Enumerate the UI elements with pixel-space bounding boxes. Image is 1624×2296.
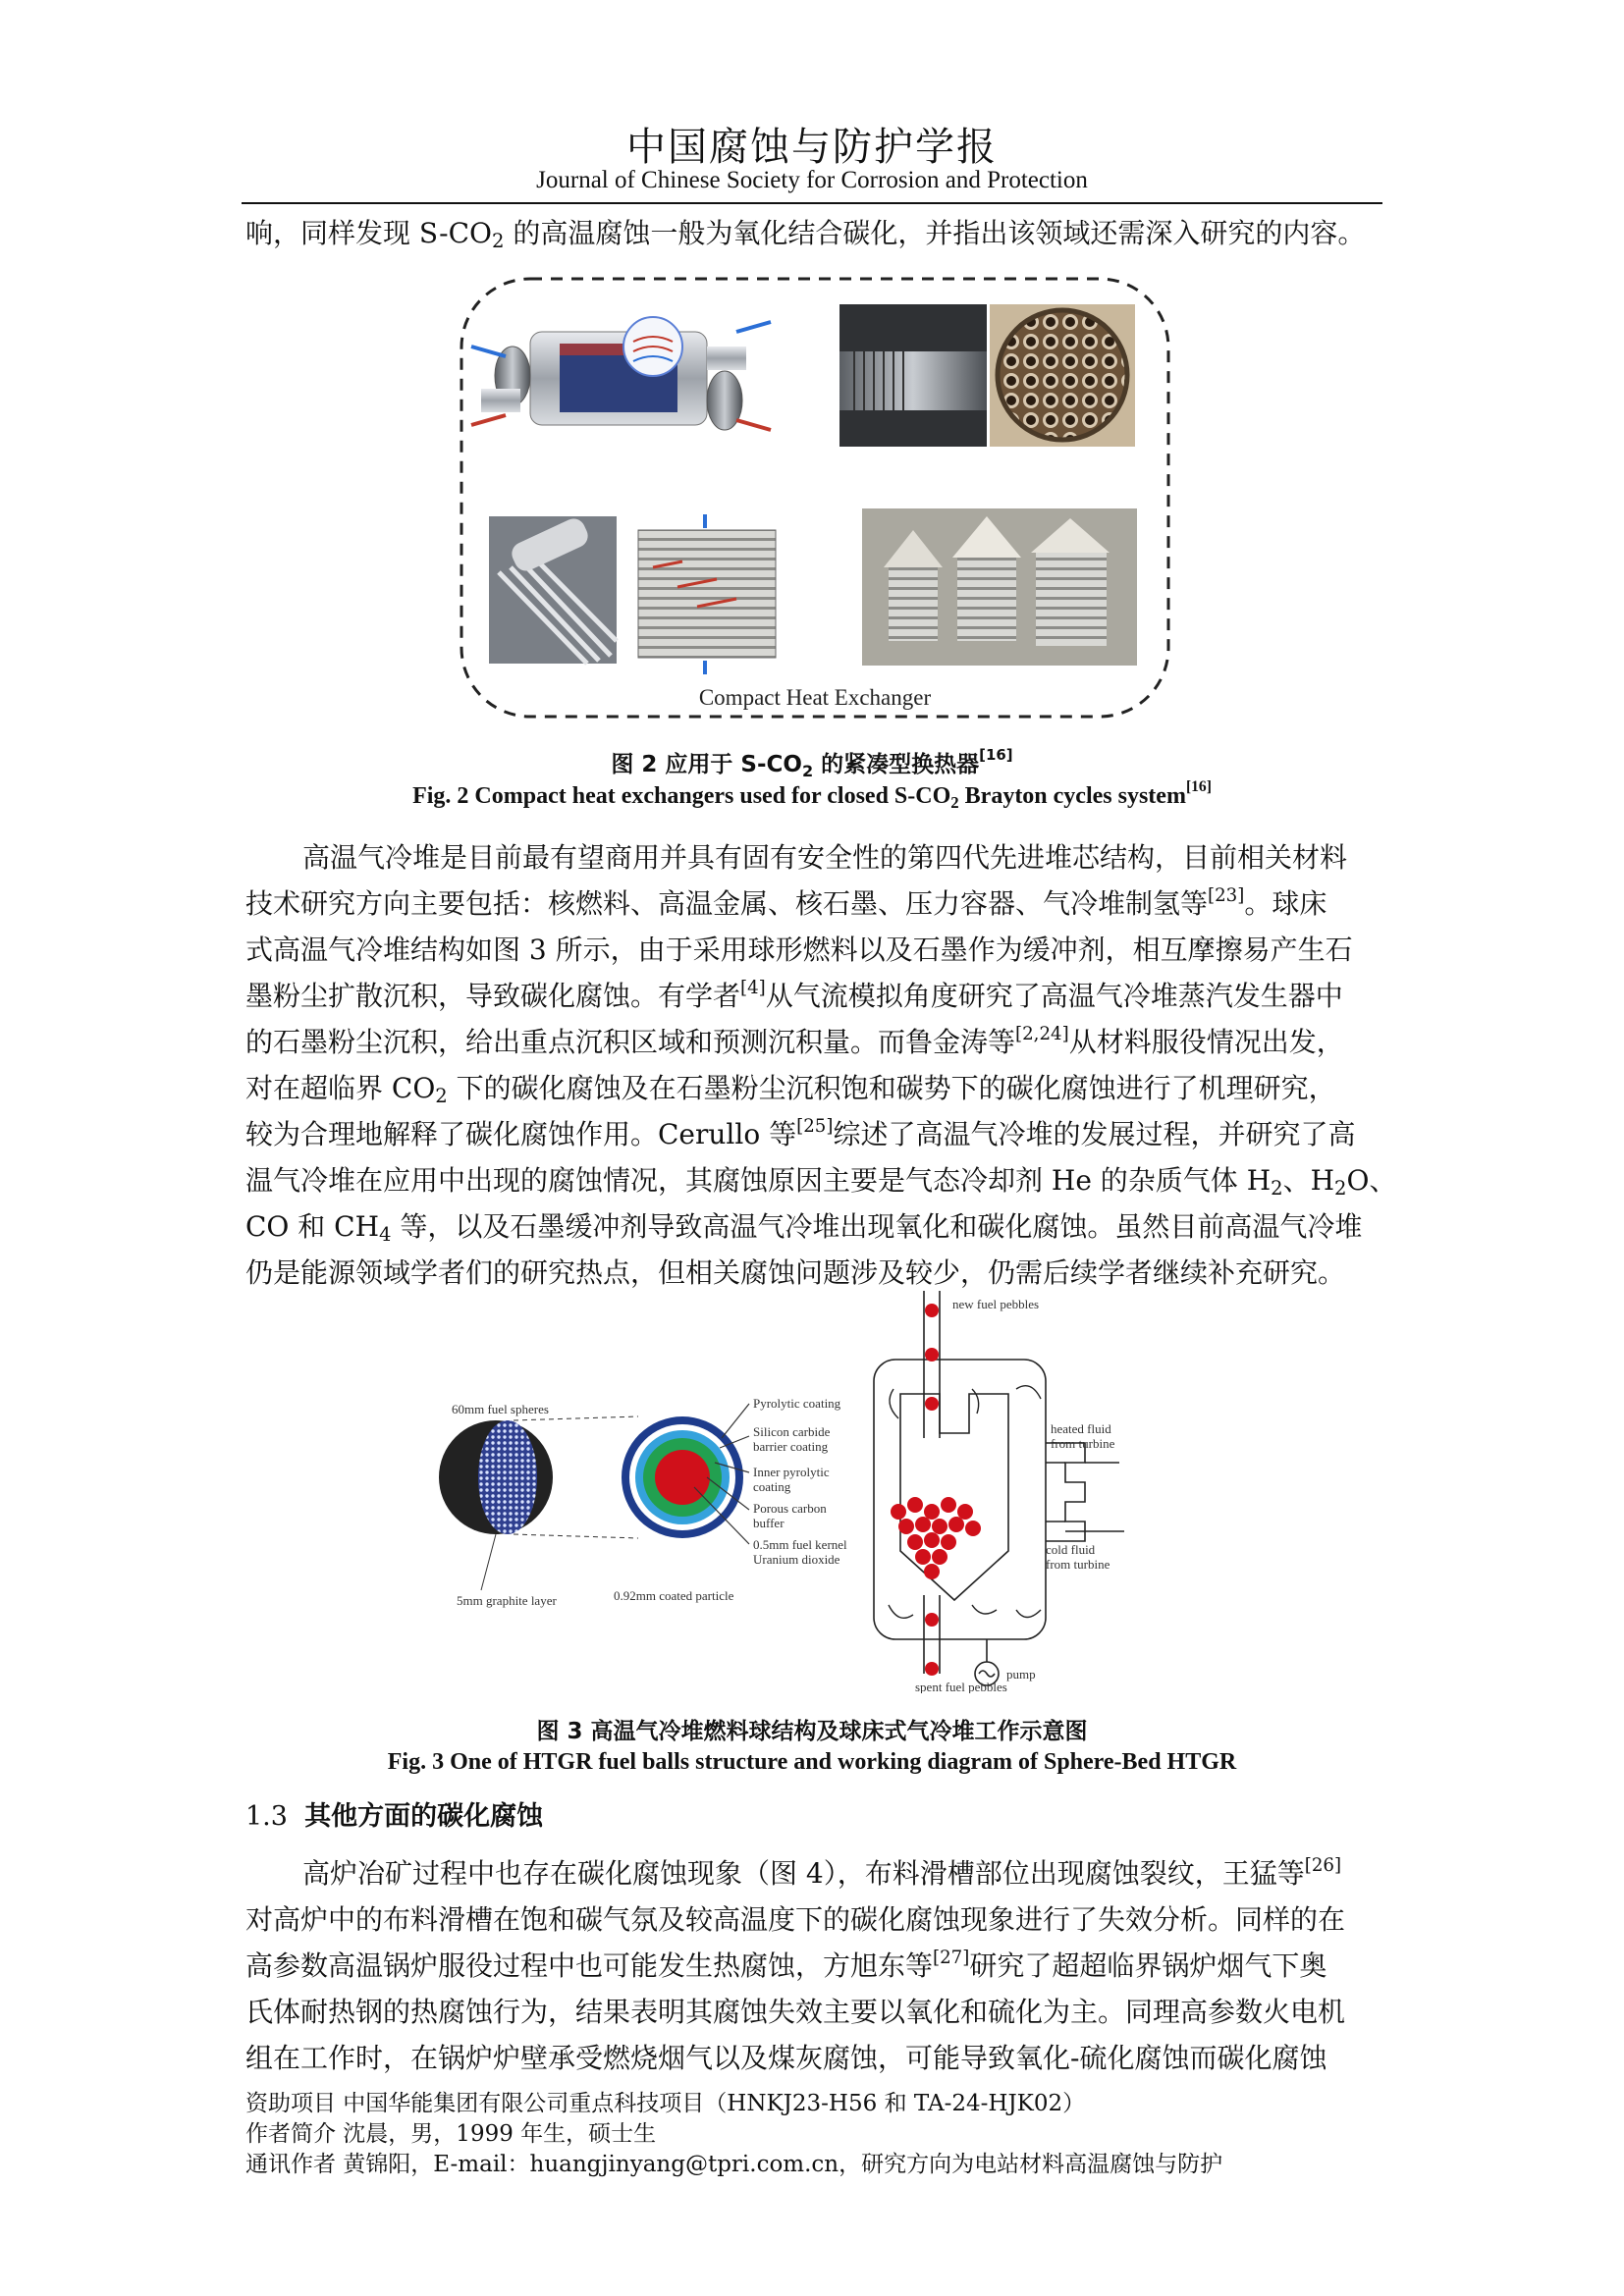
fuel-sphere-graphic	[439, 1420, 553, 1534]
text-line: 对高炉中的布料滑槽在饱和碳气氛及较高温度下的碳化腐蚀现象进行了失效分析。同样的在	[245, 1903, 1346, 1936]
label-inner-2: coating	[753, 1479, 791, 1494]
text-line: 高炉冶矿过程中也存在碳化腐蚀现象（图 4），布料滑槽部位出现腐蚀裂纹，王猛等[26]	[302, 1855, 1342, 1890]
footnote-author: 作者简介 沈晨，男，1999 年生，硕士生	[245, 2121, 657, 2147]
printed-exchangers-image	[862, 508, 1137, 666]
text-line: 响，同样发现 $S-CO_2$ 的高温腐蚀一般为氧化结合碳化，并指出该领域还需深入研究的内容。	[245, 217, 1366, 252]
footnotes	[245, 2089, 1384, 2180]
label-cold-1: cold fluid	[1046, 1542, 1096, 1557]
label-kernel-1: 0.5mm fuel kernel	[753, 1537, 847, 1552]
text-line: 组在工作时，在锅炉炉壁承受燃烧烟气以及煤灰腐蚀，可能导致氧化-硫化腐蚀而碳化腐蚀	[245, 2042, 1327, 2074]
figure-2	[452, 273, 1178, 724]
figure-2-caption-en: Fig. 2 Compact heat exchangers used for closed $S-CO_2$ Brayton cycles system[16]	[412, 778, 1212, 812]
intro-paragraph	[245, 210, 1384, 256]
header-rule	[242, 202, 1382, 204]
text-line: 高参数高温锅炉服役过程中也可能发生热腐蚀，方旭东等[27]研究了超超临界锅炉烟气下奥	[245, 1948, 1327, 1982]
paragraph-other-carburization	[245, 1850, 1384, 2081]
text-line: 温气冷堆在应用中出现的腐蚀情况，其腐蚀原因主要是气态冷却剂 He 的杂质气体 $H_2$、$H_2O$、	[245, 1164, 1397, 1200]
label-heated-2: from turbine	[1051, 1436, 1115, 1451]
label-heated-1: heated fluid	[1051, 1421, 1111, 1436]
journal-title-en: Journal of Chinese Society for Corrosion and Protection	[536, 167, 1088, 193]
section-title: 其他方面的碳化腐蚀	[304, 1801, 544, 1832]
label-pump: pump	[1006, 1667, 1036, 1682]
label-kernel-2: Uranium dioxide	[753, 1552, 840, 1567]
text-line: 氏体耐热钢的热腐蚀行为，结果表明其腐蚀失效主要以氧化和硫化为主。同理高参数火电机	[245, 1996, 1346, 2028]
figure-3	[437, 1281, 1124, 1693]
finned-tube-image	[839, 304, 987, 447]
paragraph-htgr	[245, 834, 1397, 1296]
label-sic-2: barrier coating	[753, 1439, 829, 1454]
text-line: 式高温气冷堆结构如图 3 所示，由于采用球形燃料以及石墨作为缓冲剂，相互摩擦易产生石	[245, 934, 1353, 966]
label-coated-particle: 0.92mm coated particle	[614, 1588, 734, 1603]
text-line: 高温气冷堆是目前最有望商用并具有固有安全性的第四代先进堆芯结构，目前相关材料	[302, 841, 1348, 874]
section-number: 1.3	[245, 1801, 288, 1832]
journal-title-cn: 中国腐蚀与防护学报	[626, 125, 998, 170]
figure-3-caption-en: Fig. 3 One of HTGR fuel balls structure and working diagram of Sphere-Bed HTGR	[387, 1749, 1237, 1775]
text-line: 的石墨粉尘沉积，给出重点沉积区域和预测沉积量。而鲁金涛等[2,24]从材料服役情况出发，	[245, 1024, 1344, 1058]
figure-2-graphic	[452, 273, 1178, 724]
figure-2-caption-cn: 图 2 应用于 $S-CO_2$ 的紧凑型换热器[16]	[611, 746, 1013, 780]
text-line: CO 和 $CH_4$ 等，以及石墨缓冲剂导致高温气冷堆出现氧化和碳化腐蚀。虽然目前高温气冷堆	[245, 1210, 1363, 1246]
label-sic-1: Silicon carbide	[753, 1424, 831, 1439]
figure-3-graphic	[437, 1281, 1124, 1693]
section-heading	[245, 1794, 543, 1833]
label-cold-2: from turbine	[1046, 1557, 1110, 1572]
plate-heat-exchanger-image	[471, 317, 771, 430]
label-spent-pebbles: spent fuel pebbles	[915, 1680, 1007, 1693]
reactor-diagram	[874, 1291, 1124, 1685]
figure-3-caption-cn: 图 3 高温气冷堆燃料球结构及球床式气冷堆工作示意图	[536, 1719, 1088, 1744]
footnote-corresponding: 通讯作者 黄锦阳，E-mail：huangjinyang@tpri.com.cn，研究方向为电站材料高温腐蚀与防护	[245, 2152, 1223, 2177]
footnote-funding: 资助项目 中国华能集团有限公司重点科技项目（HNKJ23-H56 和 TA-24-HJK02）	[245, 2091, 1086, 2116]
text-line: 较为合理地解释了碳化腐蚀作用。Cerullo 等[25]综述了高温气冷堆的发展过程，并研究了高	[245, 1116, 1356, 1150]
figure-2-inner-label: Compact Heat Exchanger	[698, 685, 932, 710]
label-fuel-spheres: 60mm fuel spheres	[452, 1402, 549, 1416]
stacked-plate-image	[638, 514, 776, 674]
text-line: 墨粉尘扩散沉积，导致碳化腐蚀。有学者[4]从气流模拟角度研究了高温气冷堆蒸汽发生器中	[245, 978, 1343, 1012]
label-porous-2: buffer	[753, 1516, 785, 1530]
text-line: 技术研究方向主要包括：核燃料、高温金属、核石墨、压力容器、气冷堆制氢等[23]。球床	[245, 885, 1327, 920]
label-porous-1: Porous carbon	[753, 1501, 827, 1516]
tube-bundle-image	[489, 515, 617, 664]
label-inner-1: Inner pyrolytic	[753, 1465, 830, 1479]
text-line: 对在超临界 $CO_2$ 下的碳化腐蚀及在石墨粉尘沉积饱和碳势下的碳化腐蚀进行了机理研究，	[245, 1072, 1336, 1107]
label-pyrolytic: Pyrolytic coating	[753, 1396, 841, 1411]
text-line: 仍是能源领域学者们的研究热点，但相关腐蚀问题涉及较少，仍需后续学者继续补充研究。	[245, 1256, 1346, 1289]
shell-and-tube-image	[990, 304, 1135, 447]
label-graphite-layer: 5mm graphite layer	[457, 1593, 557, 1608]
label-new-pebbles: new fuel pebbles	[952, 1297, 1040, 1311]
